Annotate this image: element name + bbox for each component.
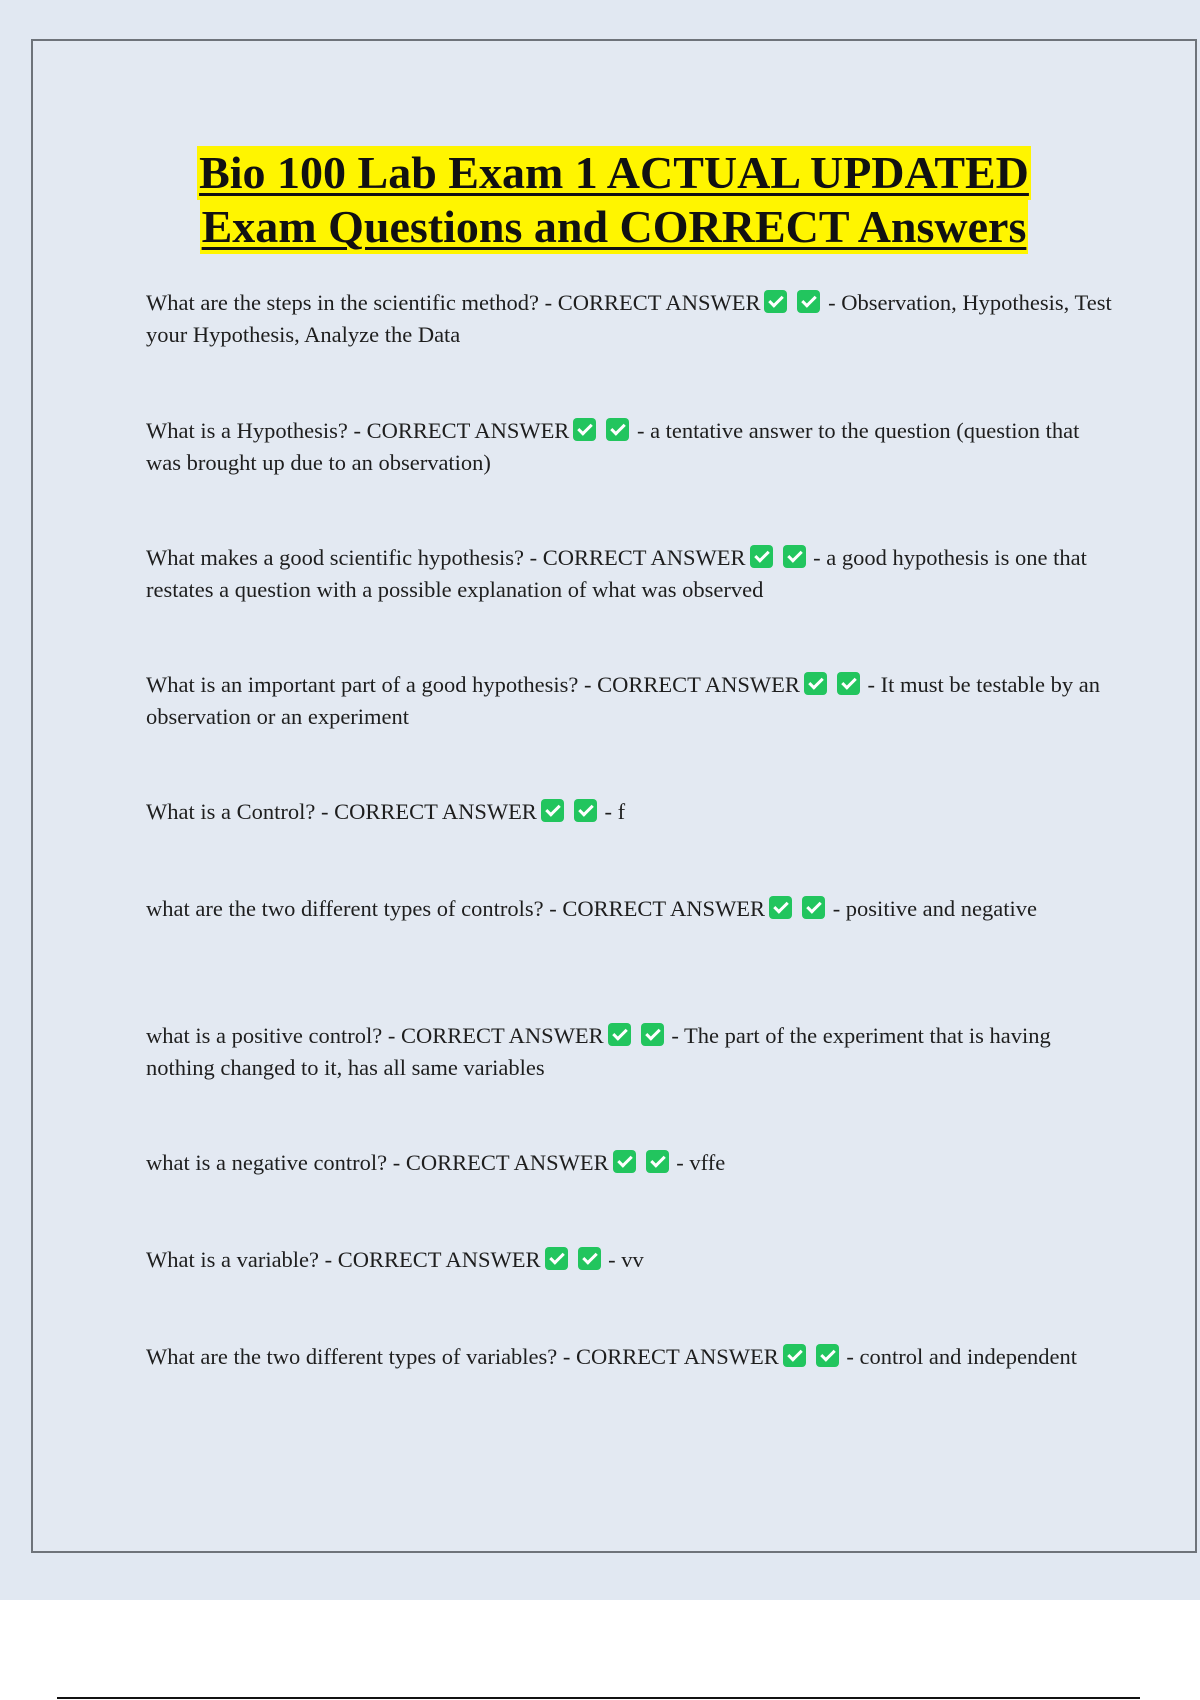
check-box-icon bbox=[641, 1023, 664, 1046]
check-box-icon bbox=[837, 672, 860, 695]
check-box-icon bbox=[783, 545, 806, 568]
answer-text: - Observation, Hypothesis, Test your Hypothesis, Analyze the Data bbox=[146, 290, 1112, 347]
title-line-1: Bio 100 Lab Exam 1 ACTUAL UPDATED bbox=[199, 147, 1029, 198]
check-box-icon bbox=[816, 1344, 839, 1367]
check-box-icon bbox=[574, 799, 597, 822]
qa-item bbox=[146, 542, 1116, 606]
check-box-icon bbox=[646, 1150, 669, 1173]
qa-item bbox=[146, 1341, 1116, 1373]
document-page bbox=[31, 39, 1197, 1553]
check-box-icon bbox=[783, 1344, 806, 1367]
answer-text: - vv bbox=[608, 1247, 644, 1272]
question-text: What is an important part of a good hypothesis? - CORRECT ANSWER bbox=[146, 672, 800, 697]
qa-item bbox=[146, 415, 1116, 479]
answer-text: - f bbox=[604, 799, 626, 824]
qa-item bbox=[146, 1147, 1116, 1179]
footer-divider bbox=[57, 1697, 1140, 1699]
check-box-icon bbox=[608, 1023, 631, 1046]
qa-item bbox=[146, 893, 1116, 925]
question-text: What is a Hypothesis? - CORRECT ANSWER bbox=[146, 418, 570, 443]
title-line-2: Exam Questions and CORRECT Answers bbox=[201, 201, 1027, 252]
question-text: What makes a good scientific hypothesis? - CORRECT ANSWER bbox=[146, 545, 746, 570]
answer-text: - a tentative answer to the question (question that was brought up due to an observation) bbox=[146, 418, 1080, 475]
question-text: What is a Control? - CORRECT ANSWER bbox=[146, 799, 537, 824]
check-box-icon bbox=[750, 545, 773, 568]
question-text: What are the two different types of variables? - CORRECT ANSWER bbox=[146, 1344, 779, 1369]
answer-text: - vffe bbox=[676, 1150, 726, 1175]
check-box-icon bbox=[578, 1247, 601, 1270]
check-box-icon bbox=[541, 799, 564, 822]
answer-text: - positive and negative bbox=[832, 896, 1038, 921]
check-box-icon bbox=[613, 1150, 636, 1173]
answer-text: - It must be testable by an observation or an experiment bbox=[146, 672, 1100, 729]
qa-item bbox=[146, 1020, 1116, 1084]
question-text: what is a positive control? - CORRECT ANSWER bbox=[146, 1023, 604, 1048]
question-text: What is a variable? - CORRECT ANSWER bbox=[146, 1247, 541, 1272]
answer-text: - a good hypothesis is one that restates a question with a possible explanation of what was observed bbox=[146, 545, 1087, 602]
check-box-icon bbox=[797, 290, 820, 313]
question-text: what are the two different types of controls? - CORRECT ANSWER bbox=[146, 896, 766, 921]
qa-item bbox=[146, 1244, 1116, 1276]
answer-text: - The part of the experiment that is having nothing changed to it, has all same variables bbox=[146, 1023, 1051, 1080]
check-box-icon bbox=[606, 418, 629, 441]
check-box-icon bbox=[764, 290, 787, 313]
check-box-icon bbox=[802, 896, 825, 919]
check-box-icon bbox=[573, 418, 596, 441]
check-box-icon bbox=[804, 672, 827, 695]
document-title bbox=[33, 146, 1195, 254]
check-box-icon bbox=[545, 1247, 568, 1270]
answer-text: - control and independent bbox=[846, 1344, 1077, 1369]
qa-item bbox=[146, 287, 1116, 351]
qa-item bbox=[146, 796, 1116, 828]
check-box-icon bbox=[769, 896, 792, 919]
question-text: What are the steps in the scientific method? - CORRECT ANSWER bbox=[146, 290, 761, 315]
qa-item bbox=[146, 669, 1116, 733]
question-text: what is a negative control? - CORRECT ANSWER bbox=[146, 1150, 609, 1175]
